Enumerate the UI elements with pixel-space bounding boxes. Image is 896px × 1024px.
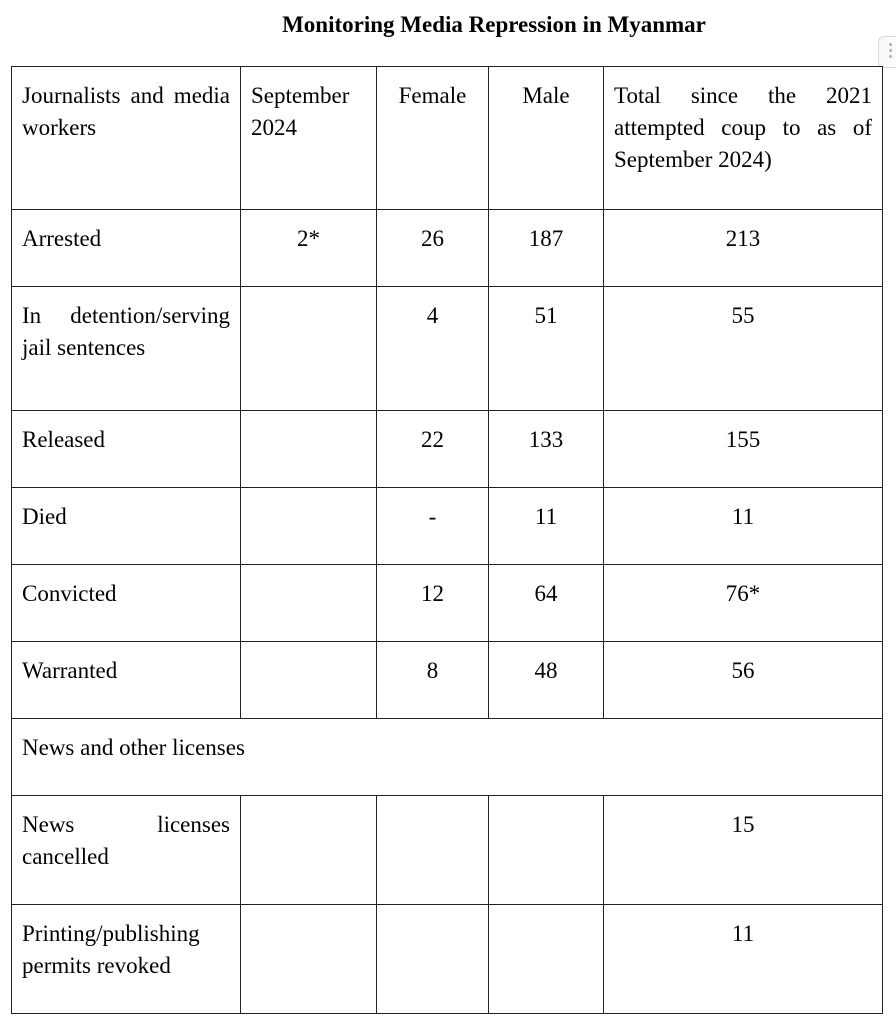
table-row	[12, 210, 883, 287]
cell-male: 11	[489, 488, 604, 565]
media-repression-table	[11, 66, 883, 1014]
table-row	[12, 642, 883, 719]
cell-total: 213	[604, 210, 883, 287]
cell-female: 8	[377, 642, 489, 719]
row-label: Released	[12, 411, 241, 488]
cell-male	[489, 905, 604, 1014]
table-header-row	[12, 67, 883, 210]
table-row	[12, 287, 883, 411]
cell-september	[241, 488, 377, 565]
cell-male: 51	[489, 287, 604, 411]
cell-male: 48	[489, 642, 604, 719]
table-row	[12, 488, 883, 565]
cell-male: 64	[489, 565, 604, 642]
header-journalists: Journalists and media workers	[12, 67, 241, 210]
row-label: Arrested	[12, 210, 241, 287]
cell-total: 55	[604, 287, 883, 411]
section-label: News and other licenses	[12, 719, 883, 796]
cell-male	[489, 796, 604, 905]
header-male: Male	[489, 67, 604, 210]
cell-female: 22	[377, 411, 489, 488]
row-label: In detention/serving jail sentences	[12, 287, 241, 411]
cell-female	[377, 905, 489, 1014]
cell-total: 11	[604, 488, 883, 565]
header-female: Female	[377, 67, 489, 210]
cell-september	[241, 287, 377, 411]
row-label: Printing/publishing permits revoked	[12, 905, 241, 1014]
cell-september	[241, 905, 377, 1014]
cell-female	[377, 796, 489, 905]
row-label: Convicted	[12, 565, 241, 642]
header-total: Total since the 2021 attempted coup to as of September 2024)	[604, 67, 883, 210]
section-row	[12, 719, 883, 796]
row-label: Died	[12, 488, 241, 565]
cell-total: 56	[604, 642, 883, 719]
cell-september	[241, 642, 377, 719]
table-row	[12, 905, 883, 1014]
cell-total: 11	[604, 905, 883, 1014]
header-september: September 2024	[241, 67, 377, 210]
cell-total: 155	[604, 411, 883, 488]
cell-male: 133	[489, 411, 604, 488]
cell-september	[241, 796, 377, 905]
cell-total: 76*	[604, 565, 883, 642]
table-row	[12, 411, 883, 488]
cell-female: -	[377, 488, 489, 565]
cell-september: 2*	[241, 210, 377, 287]
cell-september	[241, 565, 377, 642]
drag-handle-icon[interactable]	[878, 36, 896, 68]
table-row	[12, 796, 883, 905]
row-label: Warranted	[12, 642, 241, 719]
cell-male: 187	[489, 210, 604, 287]
cell-female: 4	[377, 287, 489, 411]
cell-total: 15	[604, 796, 883, 905]
cell-female: 12	[377, 565, 489, 642]
cell-september	[241, 411, 377, 488]
cell-female: 26	[377, 210, 489, 287]
row-label: News licenses cancelled	[12, 796, 241, 905]
table-row	[12, 565, 883, 642]
document-title: Monitoring Media Repression in Myanmar	[282, 12, 706, 37]
